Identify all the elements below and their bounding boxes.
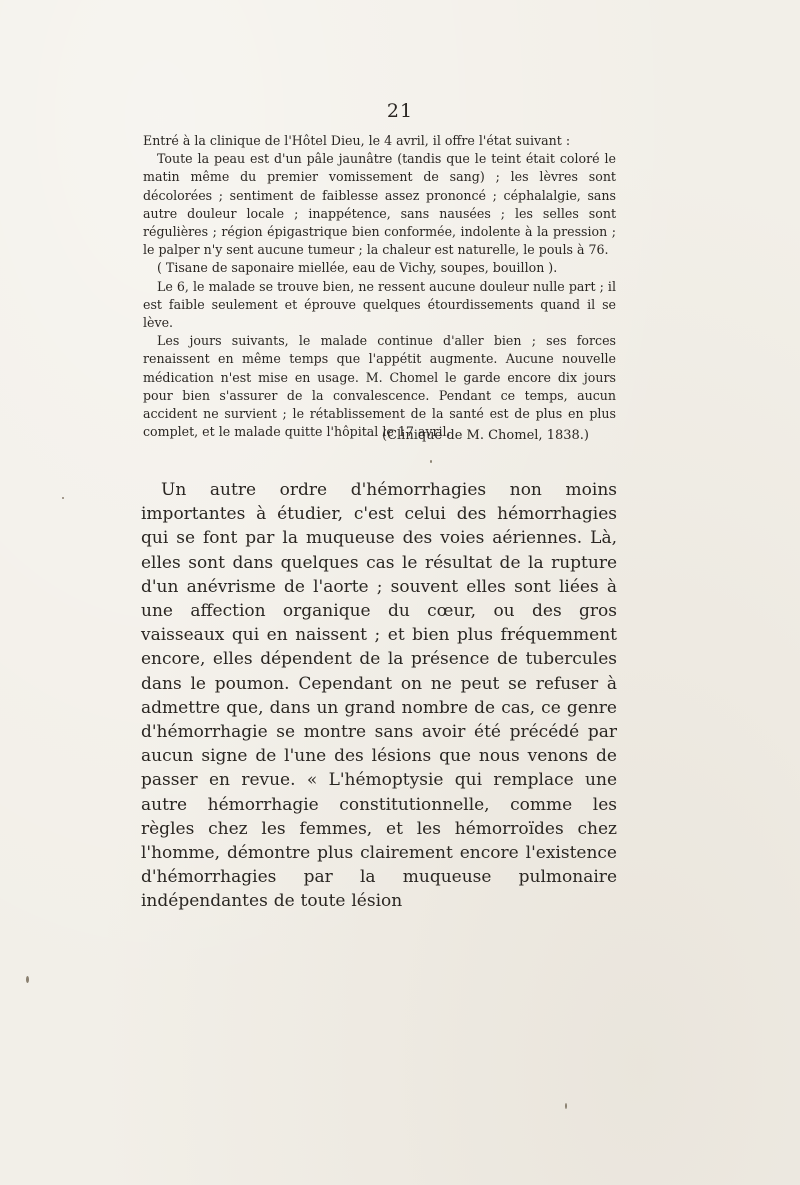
- main-paragraph: Un autre ordre d'hémorrhagies non moins importantes à étudier, c'est celui des hémorrhagies qui se font par la muqueuse des voies aériennes. Là, elles sont dans quelques cas le résultat de la rupture d'un anévrisme de l'aorte ; souvent elles sont liées à une affection organique du cœur, ou des gros vaisseaux qui en naissent ; et bien plus fréquemment encore, elles dépendent de la présence de tubercules dans le poumon. Cependant on ne peut se refuser à admettre que, dans un grand nombre de cas, ce genre d'hémorrhagie se montre sans avoir été précédé par aucun signe de l'une des lésions que nous venons de passer en revue. « L'hémoptysie qui remplace une autre hémorrhagie constitutionnelle, comme les règles chez les femmes, et les hémorroïdes chez l'homme, démontre plus clairement encore l'existence d'hémorrhagies par la muqueuse pulmonaire indépendantes de toute lésion: [141, 480, 617, 912]
- case-paragraph: Les jours suivants, le malade continue d'aller bien ; ses forces renaissent en même temps que l'appétit augmente. Aucune nouvelle médication n'est mise en usage. M. Chomel le garde encore dix jours pour bien s'assurer de la convalescence. Pendant ce temps, aucun accident ne survient ; le rétablissement de la santé est de plus en plus complet, et le malade quitte l'hôpital le 17 avril.: [143, 333, 616, 440]
- case-report: [143, 132, 616, 441]
- case-paragraph: ( Tisane de saponaire miellée, eau de Vichy, soupes, bouillon ).: [157, 260, 558, 276]
- case-paragraph: Entré à la clinique de l'Hôtel Dieu, le 4 avril, il offre l'état suivant :: [143, 133, 571, 148]
- citation: (Clinique de M. Chomel, 1838.): [382, 428, 589, 443]
- page-number: 21: [386, 100, 414, 122]
- paper-speck: [26, 976, 29, 983]
- paper-speck: [62, 497, 64, 499]
- paper-speck: [565, 1103, 567, 1109]
- case-paragraph: Le 6, le malade se trouve bien, ne ressent aucune douleur nulle part ; il est faible seulement et éprouve quelques étourdissements quand il se lève.: [143, 278, 616, 331]
- main-text: [141, 478, 617, 914]
- paper-speck: [430, 460, 432, 463]
- case-paragraph: Toute la peau est d'un pâle jaunâtre (tandis que le teint était coloré le matin même du premier vomissement de sang) ; les lèvres sont décolorées ; sentiment de faiblesse assez prononcé ; céphalalgie, sans autre douleur locale ; inappétence, sans nausées ; les selles sont régulières ; région épigastrique bien conformée, indolente à la pression ; le palper n'y sent aucune tumeur ; la chaleur est naturelle, le pouls à 76.: [143, 151, 616, 258]
